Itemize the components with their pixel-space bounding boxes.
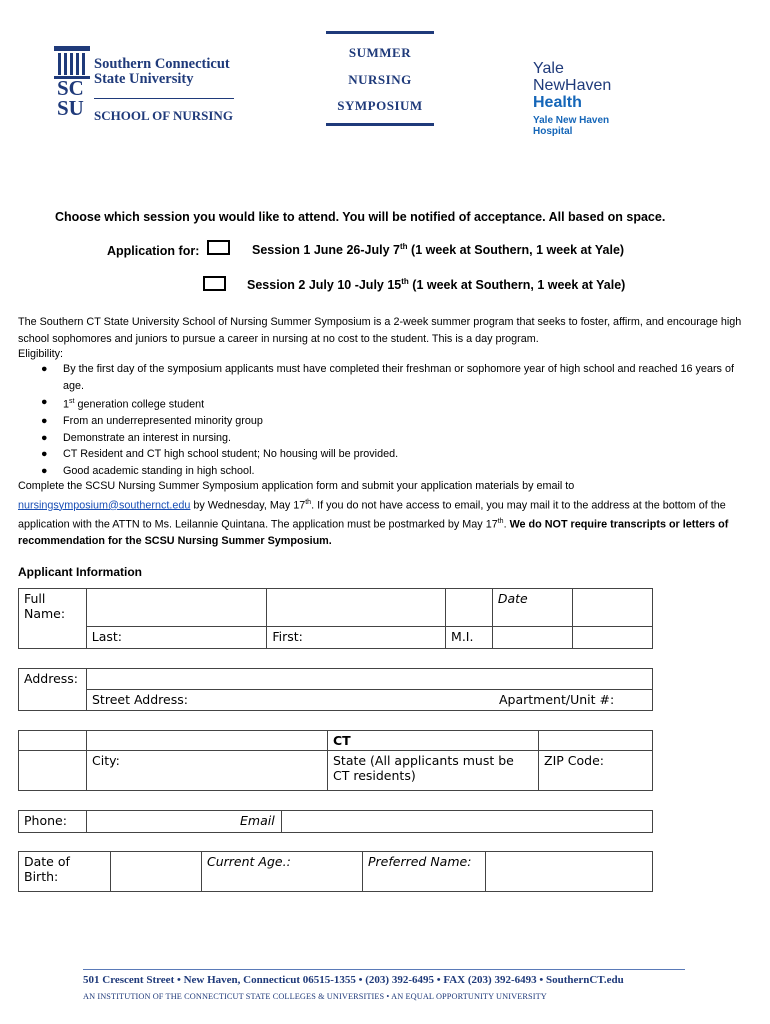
- session2-checkbox[interactable]: [203, 276, 226, 291]
- yale-logo: [533, 60, 611, 137]
- email-label: Email: [235, 811, 282, 833]
- eligibility-item: ● From an underrepresented minority group: [41, 415, 263, 428]
- city-label: City:: [87, 751, 328, 791]
- first-label: First:: [267, 627, 446, 649]
- yale-line4: Yale New Haven: [533, 115, 610, 126]
- last-name-field[interactable]: [86, 589, 267, 627]
- address-table: [18, 668, 653, 711]
- intro-paragraph: The Southern CT State University School of Nursing Summer Symposium is a 2-week summer program that seeks to foster, affirm, and encourage high school sophomores and juniors to pursue a career in nursing at no cost to the student. This is a day program.: [18, 316, 742, 345]
- yale-line2: NewHaven: [533, 77, 612, 94]
- city-table: [18, 730, 653, 791]
- eligibility-item: ● 1st generation college student: [41, 396, 205, 411]
- eligibility-list: [18, 361, 748, 479]
- session1-label: Session 1 June 26-July 7th (1 week at Southern, 1 week at Yale): [252, 242, 625, 258]
- scsu-school-name: SCHOOL OF NURSING: [94, 108, 233, 123]
- zip-field[interactable]: [539, 731, 653, 751]
- submission-bold-note: We do NOT require transcripts or letters of recommendation for the SCSU Nursing Summer Symposium.: [18, 518, 729, 547]
- dob-label: Date of Birth:: [19, 852, 111, 892]
- phone-table: [18, 810, 653, 833]
- footer-institution: AN INSTITUTION OF THE CONNECTICUT STATE COLLEGES & UNIVERSITIES • AN EQUAL OPPORTUNITY UNIVERSITY: [83, 992, 547, 1001]
- symposium-line3: SYMPOSIUM: [337, 98, 423, 113]
- city-field[interactable]: [87, 731, 328, 751]
- name-table: [18, 588, 653, 649]
- application-for-label: Application for:: [107, 244, 200, 258]
- full-name-label: Full Name:: [19, 589, 87, 649]
- yale-line3: Health: [533, 94, 582, 111]
- dob-table: [18, 851, 653, 892]
- scsu-name-line2: State University: [94, 71, 194, 87]
- street-address-field[interactable]: [87, 669, 653, 690]
- footer-address: 501 Crescent Street • New Haven, Connecticut 06515-1355 • (203) 392-6495 • FAX (203) 392-6493 • SouthernCT.edu: [83, 974, 624, 986]
- eligibility-label: Eligibility:: [18, 348, 64, 360]
- age-label: Current Age.:: [202, 852, 363, 892]
- preferred-name-label: Preferred Name:: [363, 852, 486, 892]
- eligibility-item: ● By the first day of the symposium applicants must have completed their freshman or sophomore year of high school and reached 16 years of age.: [41, 363, 734, 392]
- session1-checkbox[interactable]: [207, 240, 230, 255]
- zip-label: ZIP Code:: [539, 751, 653, 791]
- symposium-line2: NURSING: [348, 72, 412, 87]
- city-blank: [19, 731, 87, 751]
- phone-field[interactable]: [87, 811, 236, 833]
- phone-label: Phone:: [19, 811, 87, 833]
- eligibility-item: ● CT Resident and CT high school student; No housing will be provided.: [41, 448, 399, 461]
- email-field[interactable]: [282, 811, 653, 833]
- footer-divider: [83, 969, 685, 970]
- email-link[interactable]: nursingsymposium@southernct.edu: [18, 499, 191, 512]
- instructions: Choose which session you would like to attend. You will be notified of acceptance. All based on space.: [55, 210, 666, 224]
- scsu-logo: [54, 46, 244, 126]
- state-label: State (All applicants must be CT residents): [328, 751, 539, 791]
- eligibility-item: ● Demonstrate an interest in nursing.: [41, 431, 232, 444]
- date-label: Date: [492, 589, 572, 627]
- dob-field[interactable]: [111, 852, 202, 892]
- first-name-field[interactable]: [267, 589, 446, 627]
- state-value: CT: [328, 731, 539, 751]
- symposium-logo: [326, 31, 434, 126]
- date-field[interactable]: [573, 589, 653, 627]
- eligibility-item: ● Good academic standing in high school.: [41, 464, 255, 477]
- street-label: Street Address:: [87, 690, 495, 711]
- mi-label: M.I.: [446, 627, 493, 649]
- symposium-line1: SUMMER: [348, 45, 412, 60]
- mi-field[interactable]: [446, 589, 493, 627]
- scsu-name-line1: Southern Connecticut: [94, 56, 230, 72]
- yale-line5: Hospital: [533, 126, 573, 137]
- preferred-name-field[interactable]: [486, 852, 653, 892]
- last-label: Last:: [86, 627, 267, 649]
- apt-label: Apartment/Unit #:: [494, 690, 653, 711]
- submission-paragraph: Complete the SCSU Nursing Summer Symposium application form and submit your application materials by email to nursingsymposium@southernct.edu by Wednesday, May 17th. If you do not have access to email, you may mail it to the address at the bottom of the application with the ATTN to Ms. Leilannie Quintana. The application must be postmarked by May 17th. We do NOT require transcripts or letters of recommendation for the SCSU Nursing Summer Symposium.: [18, 480, 729, 547]
- session2-label: Session 2 July 10 -July 15th (1 week at Southern, 1 week at Yale): [247, 277, 626, 293]
- scsu-letters-bottom: SU: [57, 96, 84, 120]
- scsu-letters-top: SC: [57, 76, 84, 100]
- yale-line1: Yale: [533, 60, 564, 77]
- applicant-info-heading: Applicant Information: [18, 565, 142, 579]
- address-label: Address:: [19, 669, 87, 711]
